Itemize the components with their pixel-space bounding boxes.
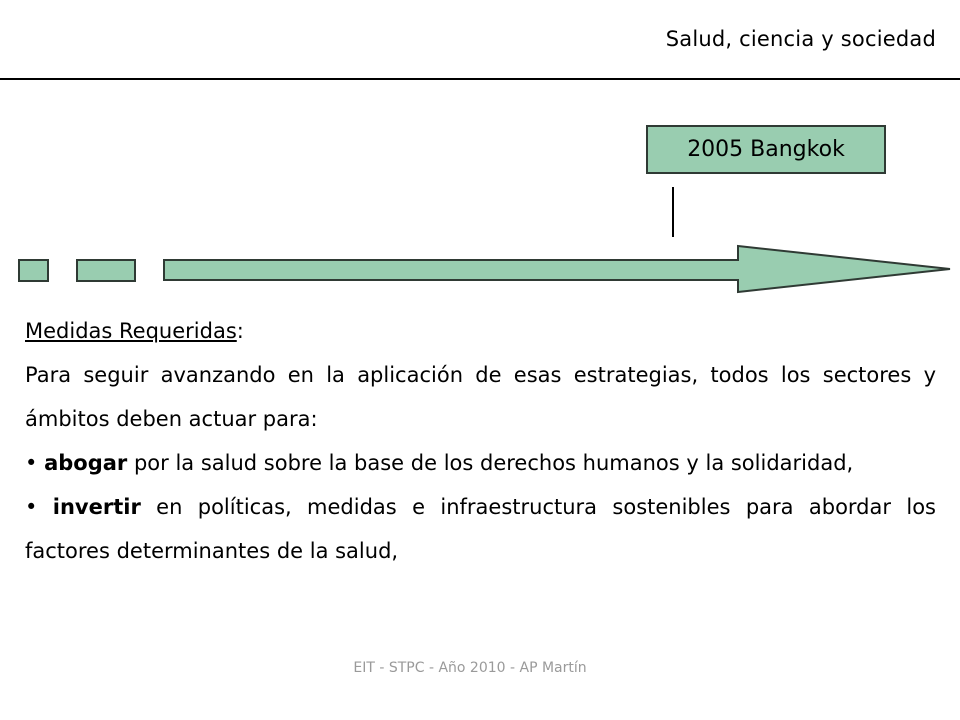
intro-paragraph: Para seguir avanzando en la aplicación de esas estrategias, todos los sectores y ámbitos deben actuar para:: [25, 363, 936, 431]
timeline-dash-1: [19, 260, 48, 281]
bullet-item: [25, 485, 936, 573]
slide-body: [25, 309, 936, 573]
timeline-marker: [672, 187, 674, 237]
timeline-arrow: [164, 246, 950, 292]
timeline-year-label: 2005 Bangkok: [646, 125, 886, 174]
bullet-keyword: abogar: [44, 451, 128, 475]
section-heading: [25, 309, 936, 353]
slide-footer: EIT - STPC - Año 2010 - AP Martín: [353, 660, 587, 676]
timeline-bar: [0, 240, 960, 300]
bullet-text: en políticas, medidas e infraestructura sostenibles para abordar los factores determinantes de la salud,: [25, 495, 937, 563]
section-heading-colon: :: [236, 319, 244, 343]
bullet-keyword: invertir: [52, 495, 141, 519]
bullet-item: [25, 441, 936, 485]
slide-header: [0, 0, 960, 80]
timeline-dash-2: [77, 260, 135, 281]
bullet-marker: •: [25, 495, 38, 519]
bullet-marker: •: [25, 451, 38, 475]
section-heading-text: Medidas Requeridas: [25, 319, 237, 343]
header-title: Salud, ciencia y sociedad: [665, 27, 936, 51]
bullet-text: por la salud sobre la base de los derechos humanos y la solidaridad,: [127, 451, 854, 475]
